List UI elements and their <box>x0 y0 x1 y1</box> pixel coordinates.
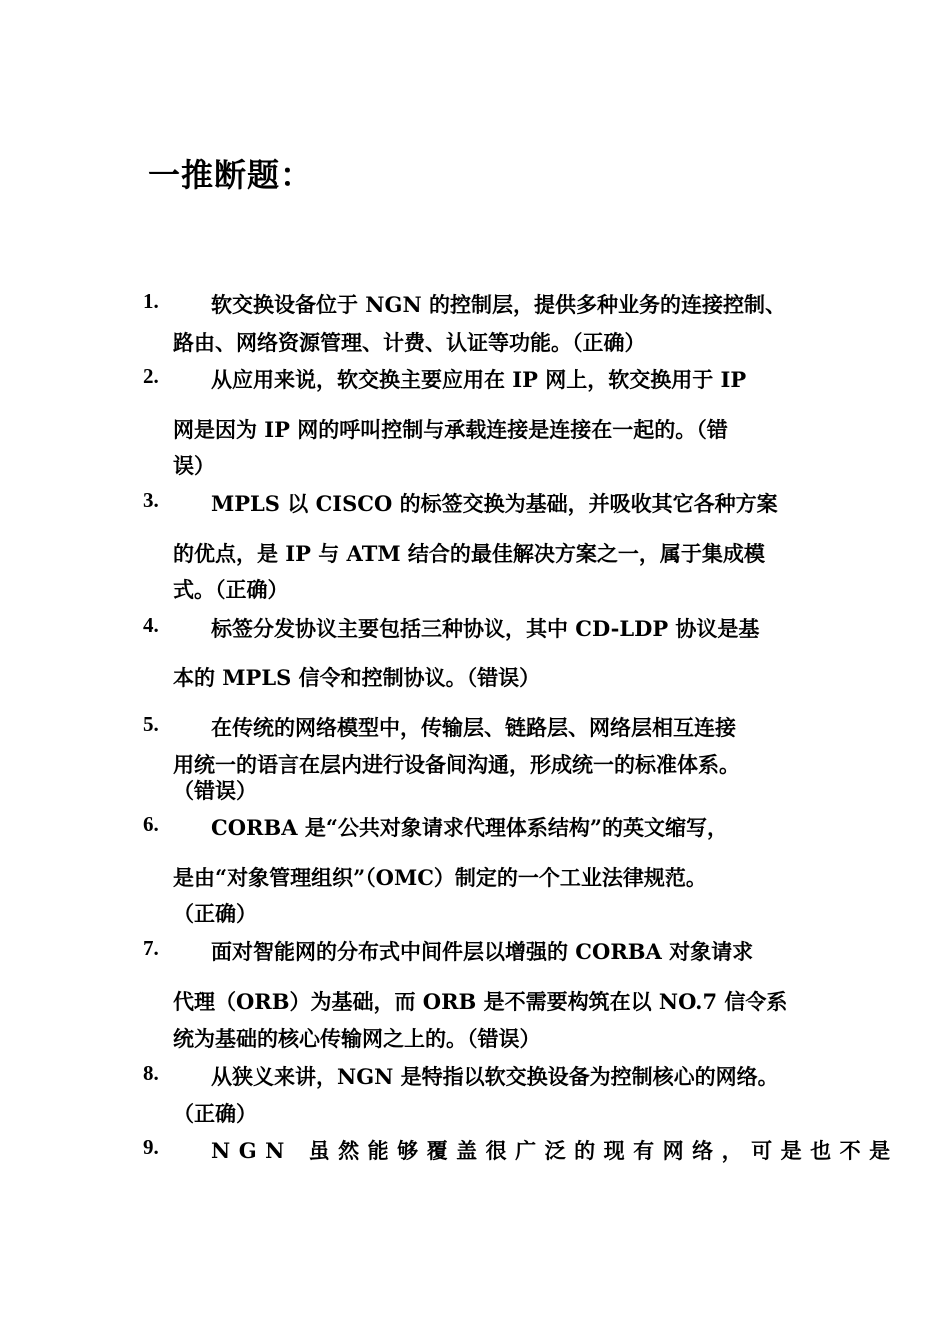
question-text-line: MPLS 以 CISCO 的标签交换为基础，并吸收其它各种方案 <box>211 491 778 516</box>
section-heading: 一推断题： <box>148 156 314 194</box>
question-number: 3. <box>143 488 159 512</box>
question-text-line: （正确） <box>173 1101 257 1126</box>
question-number: 8. <box>143 1061 159 1085</box>
question-text-line: （错误） <box>173 778 257 803</box>
question-text-line: 是由“对象管理组织”（OMC）制定的一个工业法律规范。 <box>173 865 707 890</box>
question-text-line: CORBA 是“公共对象请求代理体系结构”的英文缩写， <box>211 815 728 840</box>
question-text-line: （正确） <box>173 901 257 926</box>
question-text-line: 误） <box>173 453 215 478</box>
question-number: 5. <box>143 712 159 736</box>
question-number: 7. <box>143 936 159 960</box>
question-number: 2. <box>143 364 159 388</box>
question-text-line: 标签分发协议主要包括三种协议，其中 CD-LDP 协议是基 <box>211 616 760 641</box>
question-number: 4. <box>143 613 159 637</box>
question-text-line: 路由、网络资源管理、计费、认证等功能。（正确） <box>173 330 646 355</box>
question-text-line: NGN 虽然能够覆盖很广泛的现有网络，可是也不是 <box>211 1138 899 1163</box>
question-number: 1. <box>143 289 159 313</box>
question-text-line: 从狭义来讲，NGN 是特指以软交换设备为控制核心的网络。 <box>211 1064 779 1089</box>
question-text-line: 软交换设备位于 NGN 的控制层，提供多种业务的连接控制、 <box>211 292 786 317</box>
question-text-line: 本的 MPLS 信令和控制协议。（错误） <box>173 665 541 690</box>
question-text-line: 统为基础的核心传输网之上的。（错误） <box>173 1026 541 1051</box>
question-text-line: 式。（正确） <box>173 577 289 602</box>
question-text-line: 从应用来说，软交换主要应用在 IP 网上，软交换用于 IP <box>211 367 747 392</box>
question-text-line: 面对智能网的分布式中间件层以增强的 CORBA 对象请求 <box>211 939 754 964</box>
question-text-line: 用统一的语言在层内进行设备间沟通，形成统一的标准体系。 <box>173 752 740 777</box>
question-text-line: 在传统的网络模型中，传输层、链路层、网络层相互连接 <box>211 715 736 740</box>
question-text-line: 网是因为 IP 网的呼叫控制与承载连接是连接在一起的。（错 <box>173 417 728 442</box>
question-number: 6. <box>143 812 159 836</box>
question-number: 9. <box>143 1135 159 1159</box>
question-text-line: 代理（ORB）为基础，而 ORB 是不需要构筑在以 NO.7 信令系 <box>173 989 788 1014</box>
question-text-line: 的优点，是 IP 与 ATM 结合的最佳解决方案之一，属于集成模 <box>173 541 765 566</box>
